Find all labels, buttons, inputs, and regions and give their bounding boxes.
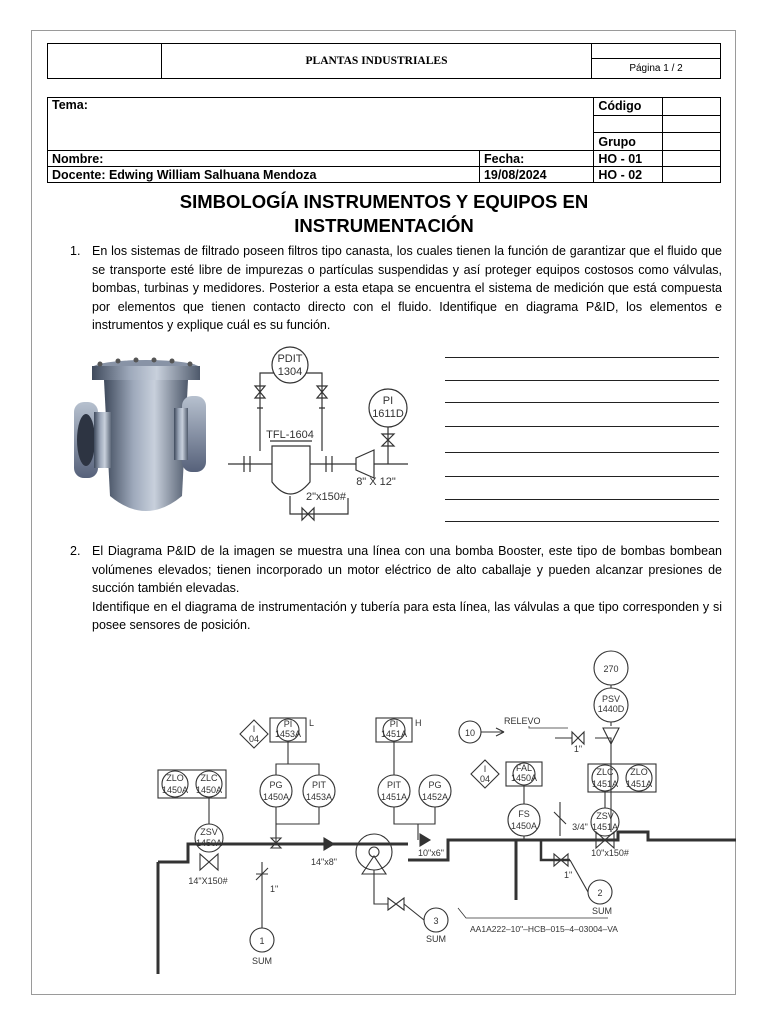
- zlo-right-number: 1451A: [625, 779, 653, 789]
- sum-2-number: 2: [597, 888, 603, 898]
- ball-valve-icon: [200, 854, 218, 870]
- zlo-left-tag: ZLO: [166, 773, 184, 783]
- codigo-value: [662, 98, 720, 116]
- zlc-right-number: 1451A: [591, 779, 619, 789]
- logo-cell: [48, 44, 162, 79]
- bubble-270-text: 270: [603, 664, 619, 674]
- psv-number: 1440D: [597, 704, 625, 714]
- pid-diagram-strainer: [226, 346, 422, 524]
- fs-tag: FS: [518, 809, 530, 819]
- sum-1-number: 1: [259, 936, 265, 946]
- pit-1451-number: 1451A: [380, 792, 408, 802]
- answer-line: [445, 426, 719, 427]
- page-number: Página 1 / 2: [592, 59, 721, 79]
- answer-line: [445, 380, 719, 381]
- pump-icon: [356, 834, 392, 870]
- psv-tag: PSV: [601, 694, 621, 704]
- sum-2-label: SUM: [592, 906, 612, 916]
- pg-1452-tag: PG: [428, 780, 442, 790]
- pi-number: 1611D: [372, 408, 404, 420]
- pg-1450-number: 1450A: [262, 792, 290, 802]
- drain-size: 2"x150#: [306, 491, 346, 503]
- pi-1453-tag: PI: [283, 719, 293, 729]
- page-title: [100, 190, 668, 238]
- info-table: [47, 97, 721, 183]
- ho1-label: HO - 01: [594, 151, 662, 167]
- pg-1450-tag: PG: [269, 780, 283, 790]
- zlo-left-number: 1450A: [161, 785, 189, 795]
- answer-line: [445, 521, 719, 522]
- title-line-2: INSTRUMENTACIÓN: [294, 215, 474, 236]
- answer-line: [445, 402, 719, 403]
- reducer-symbol: [356, 450, 374, 478]
- fecha-value: 19/08/2024: [479, 167, 593, 183]
- ho2-label: HO - 02: [594, 167, 662, 183]
- question-text-continued: Identifique en el diagrama de instrumentación y tubería para esta línea, las válvulas a que tipo corresponden y si posee sensores de posición.: [92, 599, 722, 632]
- size-14x150: 14"X150#: [188, 876, 228, 886]
- codigo-label: Código: [594, 98, 662, 116]
- logic-i04-b-bottom: 04: [479, 774, 491, 784]
- question-number: 2.: [70, 544, 81, 558]
- ho1-value: [662, 151, 720, 167]
- logic-i04-a-bottom: 04: [248, 734, 260, 744]
- answer-line: [445, 476, 719, 477]
- answer-line: [445, 499, 719, 500]
- sum-1-label: SUM: [252, 956, 272, 966]
- pi-1451-tag: PI: [389, 719, 399, 729]
- question-text: El Diagrama P&ID de la imagen se muestra una línea con una bomba Booster, este tipo de bombas bombean volúmenes elevados; tienen incorporado un motor eléctrico de alto caballaje y pueden alcanzar presiones de succión también elevadas.: [92, 544, 722, 595]
- ref-10-text: 10: [464, 728, 476, 738]
- pdit-number: 1304: [277, 366, 303, 378]
- pi-tag: PI: [382, 395, 394, 407]
- pi-1453-number: 1453A: [274, 729, 302, 739]
- title-line-1: SIMBOLOGÍA INSTRUMENTOS Y EQUIPOS EN: [179, 191, 589, 212]
- pi-1451-number: 1451A: [380, 729, 408, 739]
- size-10x150: 10"x150#: [591, 848, 629, 858]
- pit-1453-number: 1453A: [305, 792, 333, 802]
- nombre-label: Nombre:: [48, 151, 480, 167]
- relevo-size: 1": [573, 744, 583, 754]
- size-14x8: 14"x8": [311, 857, 337, 867]
- size-3-4: 3/4": [572, 822, 588, 832]
- filter-tag: TFL-1604: [266, 429, 314, 441]
- pi-1453-flag: L: [309, 718, 315, 728]
- size-1-a: 1": [270, 884, 279, 894]
- size-10x6: 10"x6": [418, 848, 444, 858]
- fecha-label: Fecha:: [479, 151, 593, 167]
- sum-3-number: 3: [433, 916, 439, 926]
- pi-1451-flag: H: [415, 718, 422, 728]
- grupo-value: [662, 133, 720, 151]
- question-text: En los sistemas de filtrado poseen filtros tipo canasta, los cuales tienen la función de garantizar que el fluido que se transporte esté libre de impurezas o partículas suspendidas y así proteger equipos costosos como válvulas, bombas, turbinas y medidores. Posterior a esta etapa se encuentra el sistema de medición que está compuesta por elementos que tienen contacto directo con el fluido. Identifique en diagrama P&ID, los elementos e instrumentos y explique cuál es su función.: [92, 244, 722, 332]
- size-1-b: 1": [564, 870, 573, 880]
- reducer-size: 8" X 12": [356, 476, 396, 488]
- answer-line: [445, 357, 719, 358]
- question-number: 1.: [70, 244, 81, 258]
- docente-name: Docente: Edwing William Salhuana Mendoza: [48, 167, 480, 183]
- pid-diagram-booster-pump: [148, 648, 736, 976]
- fs-number: 1450A: [510, 821, 538, 831]
- pit-1451-tag: PIT: [386, 780, 402, 790]
- sum-3-label: SUM: [426, 934, 446, 944]
- spacer-cell: [662, 115, 720, 133]
- tema-label: Tema:: [48, 98, 594, 151]
- fal-tag: FAL: [515, 763, 533, 773]
- zlc-left-number: 1450A: [195, 785, 223, 795]
- zsv-left-tag: ZSV: [200, 827, 218, 837]
- zlo-right-tag: ZLO: [630, 767, 648, 777]
- answer-line: [445, 452, 719, 453]
- zlc-right-tag: ZLC: [596, 767, 614, 777]
- question-1: [70, 242, 722, 335]
- zsv-left-number: 1450A: [195, 838, 223, 848]
- pit-1453-tag: PIT: [311, 780, 327, 790]
- zsv-right-tag: ZSV: [596, 811, 614, 821]
- header-table: [47, 43, 721, 79]
- grupo-label: Grupo: [594, 133, 662, 151]
- zlc-left-tag: ZLC: [200, 773, 218, 783]
- spacer-cell: [594, 115, 662, 133]
- logic-i04-a-top: I: [252, 724, 256, 734]
- relevo-label: RELEVO: [504, 716, 541, 726]
- header-empty-cell: [592, 44, 721, 59]
- pg-1452-number: 1452A: [421, 792, 449, 802]
- strainer-symbol: [272, 446, 310, 494]
- zsv-right-number: 1451A: [591, 822, 619, 832]
- line-tag: AA1A222–10"–HCB–015–4–03004–VA: [470, 924, 618, 934]
- logic-i04-b-top: I: [483, 764, 487, 774]
- ho2-value: [662, 167, 720, 183]
- course-title: PLANTAS INDUSTRIALES: [162, 44, 592, 79]
- basket-strainer-image: [74, 356, 214, 524]
- isolation-valve-icon: [255, 386, 327, 398]
- pdit-tag: PDIT: [277, 353, 303, 365]
- question-2: [70, 542, 722, 635]
- fal-number: 1450A: [510, 773, 538, 783]
